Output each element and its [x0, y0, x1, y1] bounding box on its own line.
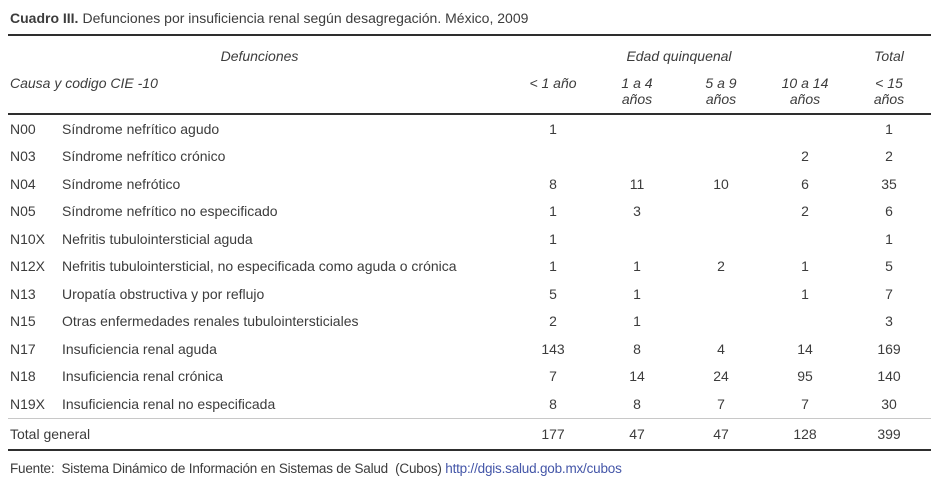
column-header-1a4	[595, 75, 679, 107]
row-label: Síndrome nefrítico crónico	[62, 148, 226, 165]
row-label: Síndrome nefrítico agudo	[62, 120, 220, 137]
row-value: 6	[801, 175, 809, 192]
table-body	[8, 115, 931, 418]
row-value: 8	[549, 175, 557, 192]
table-row	[8, 198, 931, 226]
table-row	[8, 280, 931, 308]
row-value: 1	[633, 313, 641, 330]
row-code: N10X	[10, 230, 46, 247]
row-code: N05	[10, 203, 36, 220]
row-value: 11	[629, 175, 645, 192]
table-row-total	[8, 418, 931, 449]
column-header-line2	[511, 91, 595, 107]
row-label: Otras enfermedades renales tubulointersticiales	[62, 313, 359, 330]
row-value: 7	[801, 395, 809, 412]
header-column-row	[8, 75, 931, 107]
column-header-10a14	[763, 75, 847, 107]
source-text: Fuente: Sistema Dinámico de Información en Sistemas de Salud (Cubos)	[10, 460, 446, 476]
table-body-group	[8, 115, 931, 451]
row-value: 2	[885, 148, 893, 165]
total-value: 47	[713, 425, 729, 442]
group-header-edad-quinquenal: Edad quinquenal	[626, 48, 732, 64]
table-row	[8, 225, 931, 253]
table-row	[8, 115, 931, 143]
column-header-line1: 1 a 4	[621, 75, 653, 91]
row-label: Insuficiencia renal aguda	[62, 340, 217, 357]
row-value: 5	[549, 285, 557, 302]
column-header-line2: años	[705, 91, 737, 107]
column-header-lt1	[511, 75, 595, 107]
row-value: 1	[801, 258, 809, 275]
row-value: 1	[633, 258, 641, 275]
row-value: 7	[549, 368, 557, 385]
source-link[interactable]: http://dgis.salud.gob.mx/cubos	[445, 460, 622, 476]
table-title-text: Defunciones por insuficiencia renal según desagregación. México, 2009	[82, 10, 529, 26]
row-label: Nefritis tubulointersticial, no especificada como aguda o crónica	[62, 258, 457, 275]
row-code: N13	[10, 285, 36, 302]
row-value: 6	[885, 203, 893, 220]
total-value: 177	[541, 425, 565, 442]
row-value: 30	[881, 395, 897, 412]
row-value: 169	[877, 340, 901, 357]
row-label: Uropatía obstructiva y por reflujo	[62, 285, 265, 302]
table-row	[8, 170, 931, 198]
row-value: 4	[717, 340, 725, 357]
table-row	[8, 308, 931, 336]
row-value: 1	[549, 203, 557, 220]
row-code: N00	[10, 120, 36, 137]
row-value: 2	[801, 203, 809, 220]
column-header-lt15	[847, 75, 931, 107]
row-value: 3	[633, 203, 641, 220]
row-value: 1	[633, 285, 641, 302]
row-value: 7	[885, 285, 893, 302]
table-header	[8, 36, 931, 115]
table-row	[8, 143, 931, 171]
row-value: 8	[633, 340, 641, 357]
table-title	[8, 0, 931, 36]
row-value: 5	[885, 258, 893, 275]
column-header-causa: Causa y codigo CIE -10	[10, 75, 158, 91]
group-header-defunciones: Defunciones	[220, 48, 299, 64]
row-value: 143	[541, 340, 565, 357]
row-value: 95	[797, 368, 813, 385]
row-value: 1	[885, 120, 893, 137]
table-row	[8, 335, 931, 363]
row-value: 1	[549, 120, 557, 137]
column-header-5a9	[679, 75, 763, 107]
row-code: N03	[10, 148, 36, 165]
table-row	[8, 363, 931, 391]
row-value: 10	[713, 175, 729, 192]
source-note	[8, 451, 931, 476]
total-value: 399	[877, 425, 901, 442]
row-value: 7	[717, 395, 725, 412]
row-code: N04	[10, 175, 36, 192]
row-code: N15	[10, 313, 36, 330]
row-label: Síndrome nefrótico	[62, 175, 181, 192]
table-title-label: Cuadro III.	[10, 10, 79, 26]
row-value: 1	[549, 258, 557, 275]
table-row	[8, 390, 931, 418]
row-value: 2	[549, 313, 557, 330]
column-header-line1: 10 a 14	[781, 75, 829, 91]
total-label: Total general	[10, 425, 91, 442]
row-value: 35	[881, 175, 897, 192]
row-code: N19X	[10, 395, 46, 412]
row-value: 2	[717, 258, 725, 275]
row-value: 8	[549, 395, 557, 412]
row-value: 24	[713, 368, 729, 385]
column-header-line1: < 15	[875, 75, 903, 91]
column-header-line1: 5 a 9	[705, 75, 737, 91]
row-value: 3	[885, 313, 893, 330]
total-value: 128	[793, 425, 817, 442]
total-value: 47	[629, 425, 645, 442]
row-label: Nefritis tubulointersticial aguda	[62, 230, 253, 247]
row-label: Insuficiencia renal no especificada	[62, 395, 276, 412]
row-label: Síndrome nefrítico no especificado	[62, 203, 278, 220]
column-header-line2: años	[621, 91, 653, 107]
row-value: 14	[797, 340, 813, 357]
column-header-line2: años	[789, 91, 821, 107]
header-group-row	[8, 48, 931, 64]
row-value: 140	[877, 368, 901, 385]
row-value: 1	[549, 230, 557, 247]
row-value: 1	[885, 230, 893, 247]
row-label: Insuficiencia renal crónica	[62, 368, 224, 385]
row-value: 8	[633, 395, 641, 412]
row-value: 2	[801, 148, 809, 165]
column-header-line2: años	[873, 91, 905, 107]
column-header-line1: < 1 año	[529, 75, 577, 91]
row-value: 1	[801, 285, 809, 302]
table-row	[8, 253, 931, 281]
row-code: N12X	[10, 258, 46, 275]
group-header-total: Total	[874, 48, 904, 64]
row-value: 14	[629, 368, 645, 385]
row-code: N17	[10, 340, 36, 357]
row-code: N18	[10, 368, 36, 385]
